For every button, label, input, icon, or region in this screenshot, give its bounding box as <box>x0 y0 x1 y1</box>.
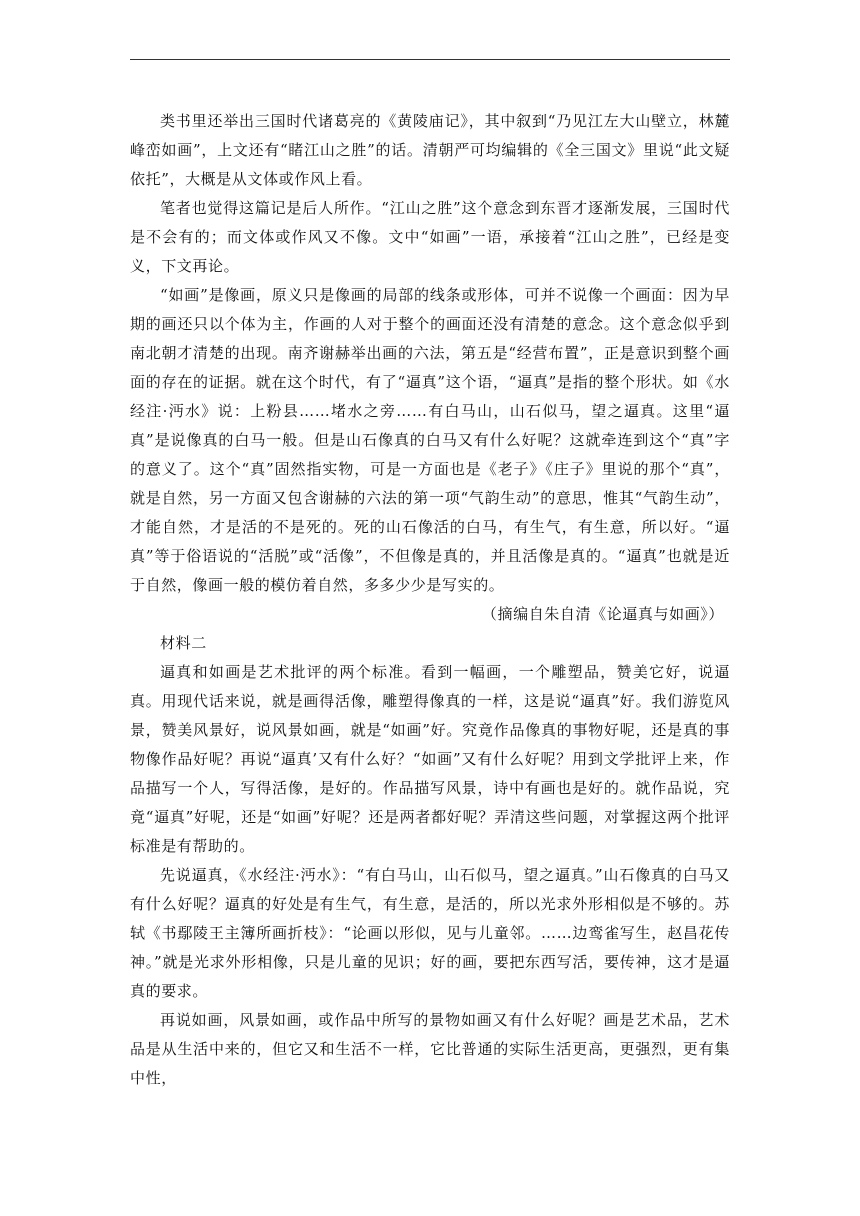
paragraph: 再说如画，风景如画，或作品中所写的景物如画又有什么好呢？画是艺术品，艺术品是从生活中来的，但它又和生活不一样，它比普通的实际生活更高，更强烈，更有集中性， <box>130 1011 730 1087</box>
section-title: 材料二 <box>160 634 207 652</box>
paragraph: 类书里还举出三国时代诸葛亮的《黄陵庙记》，其中叙到“乃见江左大山壁立，林麓峰峦如画”，上文还有“睹江山之胜”的话。清朝严可均编辑的《全三国文》里说“此文疑依托”，大概是从文体或作风上看。 <box>130 112 730 188</box>
document-body <box>130 107 730 1093</box>
paragraph: 先说逼真，《水经注·沔水》：“有白马山，山石似马，望之逼真。”山石像真的白马又有什么好呢？逼真的好处是有生气，有生意，是活的，所以光求外形相似是不够的。苏轼《书鄢陵王主簿所画折枝》：“论画以形似，见与儿童邻。……边鸾雀写生，赵昌花传神。”就是光求外形相像，只是儿童的见识；好的画，要把东西写活，要传神，这才是逼真的要求。 <box>130 866 730 1000</box>
paragraph: 笔者也觉得这篇记是后人所作。“江山之胜”这个意念到东晋才逐渐发展，三国时代是不会有的；而文体或作风又不像。文中“如画”一语，承接着“江山之胜”，已经是变义，下文再论。 <box>130 199 730 275</box>
source-citation: （摘编自朱自清《论逼真与如画》） <box>481 605 724 623</box>
paragraph: “如画”是像画，原义只是像画的局部的线条或形体，可并不说像一个画面：因为早期的画还只以个体为主，作画的人对于整个的画面还没有清楚的意念。这个意念似乎到南北朝才清楚的出现。南齐谢赫举出画的六法，第五是“经营布置”，正是意识到整个画面的存在的证据。就在这个时代，有了“逼真”这个语，“逼真”是指的整个形状。如《水经注·沔水》说：上粉县……堵水之旁……有白马山，山石似马，望之逼真。这里“逼真”是说像真的白马一般。但是山石像真的白马又有什么好呢？这就牵连到这个“真”字的意义了。这个“真”固然指实物，可是一方面也是《老子》《庄子》里说的那个“真”，就是自然，另一方面又包含谢赫的六法的第一项“气韵生动”的意思，惟其“气韵生动”，才能自然，才是活的不是死的。死的山石像活的白马，有生气，有生意，所以好。“逼真”等于俗语说的“活脱”或“活像”，不但像是真的，并且活像是真的。“逼真”也就是近于自然，像画一般的模仿着自然，多多少少是写实的。 <box>130 286 730 594</box>
header-rule <box>130 59 730 60</box>
paragraph: 逼真和如画是艺术批评的两个标准。看到一幅画，一个雕塑品，赞美它好，说逼真。用现代话来说，就是画得活像，雕塑得像真的一样，这是说“逼真”好。我们游览风景，赞美风景好，说风景如画，就是“如画”好。究竟作品像真的事物好呢，还是真的事物像作品好呢？再说“逼真’又有什么好？“如画”又有什么好呢？用到文学批评上来，作品描写一个人，写得活像，是好的。作品描写风景，诗中有画也是好的。就作品说，究竟“逼真”好呢，还是“如画”好呢？还是两者都好呢？弄清这些问题，对掌握这两个批评标准是有帮助的。 <box>130 663 730 855</box>
